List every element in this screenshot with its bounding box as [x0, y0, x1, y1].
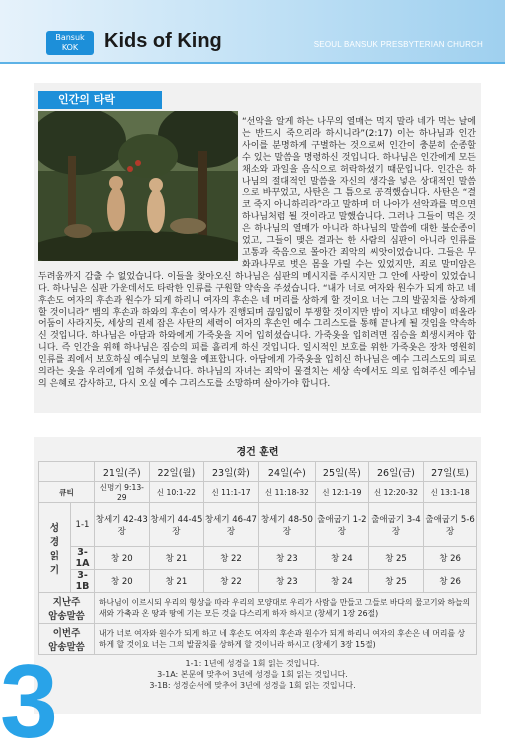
memory-this-label: 이번주 암송말씀	[39, 624, 95, 655]
footnote: 1-1: 1년에 성경을 1회 읽는 것입니다.	[185, 659, 320, 668]
qt-cell: 신 11:18-32	[258, 482, 315, 503]
reading-cell: 창세기 42-43장	[95, 503, 150, 547]
story-body	[38, 117, 476, 391]
reading-cell: 창 25	[368, 570, 423, 593]
reading-row-3-1b	[39, 570, 477, 593]
day-header: 23일(화)	[204, 462, 259, 482]
footnote: 3-1A: 본문에 맞추어 3년에 성경을 1회 읽는 것입니다.	[157, 670, 348, 679]
header-banner	[0, 0, 505, 62]
table-header-row	[39, 462, 477, 482]
page-number: 3	[0, 644, 58, 744]
reading-cell: 출애굽기 5-6장	[424, 503, 477, 547]
qt-label: 큐티	[39, 482, 95, 503]
day-header: 27일(토)	[424, 462, 477, 482]
reading-cell: 창 23	[258, 570, 315, 593]
qt-cell: 신 10:1-22	[149, 482, 204, 503]
reading-cell: 출애굽기 1-2장	[315, 503, 368, 547]
qt-cell: 신 11:1-17	[204, 482, 259, 503]
bansuk-kok-logo	[46, 31, 94, 55]
badge-line-2: KOK	[61, 43, 79, 52]
plan-code: 3-1B	[71, 570, 95, 593]
church-name: SEOUL BANSUK PRESBYTERIAN CHURCH	[313, 40, 483, 49]
story-section	[34, 83, 481, 413]
training-table	[38, 461, 477, 655]
illustration-spacer	[38, 117, 242, 265]
reading-cell: 창 26	[424, 547, 477, 570]
day-header: 22일(월)	[149, 462, 204, 482]
reading-cell: 창 22	[204, 547, 259, 570]
reading-row-1-1	[39, 503, 477, 547]
bible-reading-label: 성 경 읽 기	[39, 503, 71, 593]
reading-row-3-1a	[39, 547, 477, 570]
day-header: 24일(수)	[258, 462, 315, 482]
reading-cell: 창 24	[315, 547, 368, 570]
qt-cell: 신 13:1-18	[424, 482, 477, 503]
memory-verse-this-week: 내가 너로 여자와 원수가 되게 하고 네 후손도 여자의 후손과 원수가 되게 하리니 여자의 후손은 네 머리를 상하게 할 것이요 너는 그의 발꿈치를 상하게 할 것이니라 하시고 (창세기 3장 15절)	[95, 624, 477, 655]
memory-verse-last-week: 하나님이 이르시되 우리의 형상을 따라 우리의 모양대로 우리가 사람을 만들고 그들로 바다의 물고기와 하늘의 새와 가축과 온 땅과 땅에 기는 모든 것을 다스리게 하자 하시고 (창세기 1장 26절)	[95, 593, 477, 624]
story-body-text: “선악을 알게 하는 나무의 열매는 먹지 말라 네가 먹는 날에는 반드시 죽으리라 하시니라”(2:17) 이는 하나님과 인간 사이를 분명하게 구별하는 것으로써 인간이 충분히 순종할 수 있는 말씀을 명령하신 것입니다. 하나님은 인간에게 모든 채소와 과일을 음식으로 허락하셨기 때문입니다. 인간은 하나님의 절대적인 말씀을 자신의 생각을 넣은 상대적인 말씀으로 바꾸었고, 사탄은 그 틈으로 공격했습니다. 사탄은 “결코 죽지 아니하리라”라고 말하며 더 나아가 선악과를 먹으면 하나님처럼 될 것이라고 말했습니다. 그러나 그들이 먹은 것은 하나님의 열매가 아니라 하나님의 말씀에 대한 불순종이었고, 그들이 맺은 결과는 한 사람의 심판이 아니라 인류를 고통과 죽음으로 몰아간 죄악의 씨앗이었습니다. 그들은 무화과나무로 벗은 몸을 가릴 수는 있었지만, 죄로 말미암은 두려움까지 감출 수 없었습니다. 이들을 찾아오신 하나님은 심판의 메시지를 주시지만 그 안에 사랑이 있었습니다. 하나님은 심판 가운데서도 타락한 인류를 구원할 약속을 주셨습니다. “내가 너로 여자와 원수가 되게 하고 네 후손도 여자의 후손과 원수가 되게 하리니 여자의 후손은 네 머리를 상하게 할 것이요 너는 그의 발꿈치를 상하게 할 것이니라” 뱀의 후손과 하와의 후손이 역사가 진행되며 끊임없이 투쟁할 것이지만 밤이 지나고 태양이 떠올라 어둠이 사라지듯, 세상의 권세 잡은 사탄의 세력이 여자의 후손인 예수 그리스도를 통해 끝나게 될 것임을 약속하신 것입니다. 하나님은 아담과 하와에게 가죽옷을 지어 입히셨습니다. 가죽옷을 입히려면 짐승을 희생시켜야 합니다. 즉 인간을 위해 하나님은 짐승의 피를 흘리게 하신 것입니다. 일시적인 보호를 위한 가죽옷은 장차 영원히 인류를 죄에서 보호하실 예수님의 보혈을 예표합니다. 아담에게 가죽옷을 입히신 하나님은 예수 그리스도의 피로 의라는 옷을 우리에게 입혀 주셨습니다. 하나님의 자녀는 죄악이 물결치는 세상 속에서도 의로 입혀주신 예수님의 은혜로 감사하고, 다시 오실 예수 그리스도를 소망하며 살아가야 합니다.	[38, 117, 476, 389]
reading-plan-footnotes	[0, 658, 505, 691]
reading-cell: 창 20	[95, 547, 150, 570]
qt-cell: 신 12:1-19	[315, 482, 368, 503]
reading-cell: 창 23	[258, 547, 315, 570]
reading-cell: 창세기 46-47장	[204, 503, 259, 547]
reading-cell: 창 22	[204, 570, 259, 593]
reading-cell: 창 20	[95, 570, 150, 593]
memory-verse-last-week-row	[39, 593, 477, 624]
plan-code: 3-1A	[71, 547, 95, 570]
day-header: 25일(목)	[315, 462, 368, 482]
plan-code: 1-1	[71, 503, 95, 547]
publication-title: Kids of King	[104, 30, 222, 52]
footnote: 3-1B: 성경순서에 맞추어 3년에 성경을 1회 읽는 것입니다.	[149, 681, 356, 690]
reading-cell: 출애굽기 3-4장	[368, 503, 423, 547]
corner-cell	[39, 462, 95, 482]
story-title: 인간의 타락	[38, 91, 162, 109]
reading-cell: 창세기 48-50장	[258, 503, 315, 547]
day-header: 21일(주)	[95, 462, 150, 482]
memory-verse-this-week-row	[39, 624, 477, 655]
reading-cell: 창세기 44-45장	[149, 503, 204, 547]
qt-cell: 신 12:20-32	[368, 482, 423, 503]
qt-cell: 신명기 9:13-29	[95, 482, 150, 503]
training-title: 경건 훈련	[236, 447, 279, 458]
day-header: 26일(금)	[368, 462, 423, 482]
reading-cell: 창 24	[315, 570, 368, 593]
reading-cell: 창 26	[424, 570, 477, 593]
header-divider	[0, 62, 505, 64]
reading-cell: 창 21	[149, 547, 204, 570]
qt-row	[39, 482, 477, 503]
memory-last-label: 지난주 암송말씀	[39, 593, 95, 624]
reading-cell: 창 25	[368, 547, 423, 570]
badge-line-1: Bansuk	[55, 33, 85, 42]
reading-cell: 창 21	[149, 570, 204, 593]
